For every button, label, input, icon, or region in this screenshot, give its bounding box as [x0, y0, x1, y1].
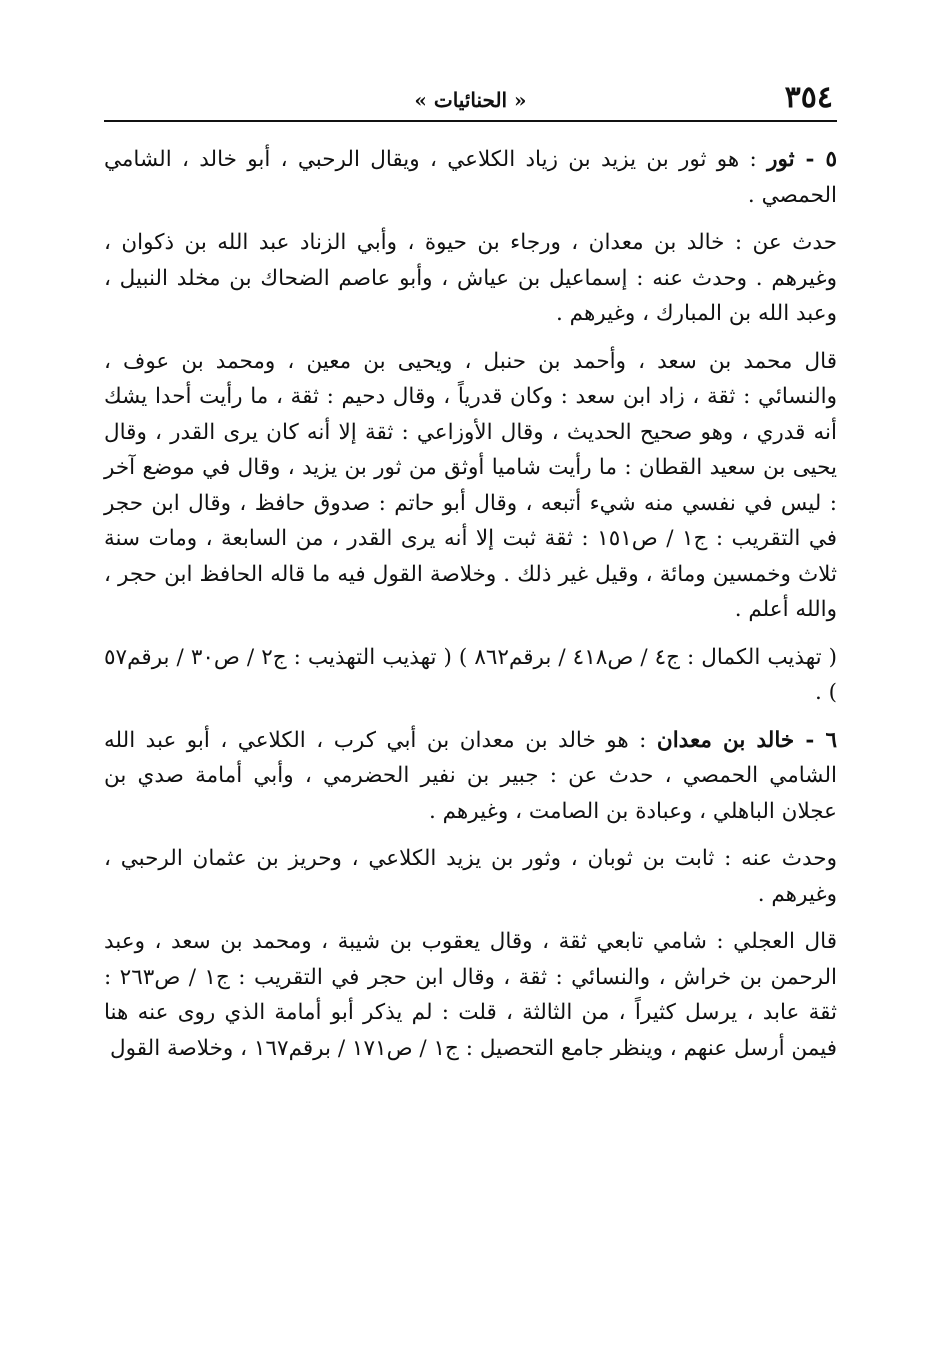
paragraph-text: قال محمد بن سعد ، وأحمد بن حنبل ، ويحيى بن معين ، ومحمد بن عوف ، والنسائي : ثقة ، زاد ابن سعد : وكان قدرياً ، وقال دحيم : ثقة ، ما رأيت أحدا يشك أنه قدري ، وهو صحيح الحديث ، وقال الأوزاعي : ثقة إلا أنه كان يرى القدر ، وقال يحيى بن سعيد القطان : ما رأيت شاميا أوثق من ثور بن يزيد ، وقال في موضع آخر : ليس في نفسي منه شيء أتبعه ، وقال أبو حاتم : صدوق حافظ ، وقال ابن حجر في التقريب : ج١ / ص١٥١ : ثقة ثبت إلا أنه يرى القدر ، من السابعة ، ومات سنة ثلاث وخمسين ومائة ، وقيل غير ذلك . وخلاصة القول فيه ما قاله الحافظ ابن حجر ، والله أعلم . [104, 348, 838, 622]
entry-number: ٦ - [794, 727, 837, 753]
paragraph-text: حدث عن : خالد بن معدان ، ورجاء بن حيوة ، وأبي الزناد عبد الله بن ذكوان ، وغيرهم . وحدث عنه : إسماعيل بن عياش ، وأبو عاصم الضحاك بن مخلد النبيل ، وعبد الله بن المبارك ، وغيرهم . [104, 230, 837, 326]
paragraph-narrators [104, 225, 837, 332]
page-number: ٣٥٤ [784, 80, 833, 115]
book-page [104, 78, 837, 1078]
paragraph-text: ( تهذيب الكمال : ج٤ / ص٤١٨ / برقم٨٦٢ ) ( تهذيب التهذيب : ج٢ / ص٣٠ / برقم٥٧ ) . [104, 644, 837, 705]
paragraph-text: : هو خالد بن معدان بن أبي كرب ، الكلاعي ، أبو عبد الله الشامي الحمصي ، حدث عن : جبير بن نفير الحضرمي ، وأبي أمامة صدي بن عجلان الباهلي ، وعبادة بن الصامت ، وغيرهم . [104, 727, 837, 824]
running-title: « الحنائيات » [414, 88, 527, 112]
paragraph-students [104, 841, 837, 912]
entry-name: خالد بن معدان [656, 727, 795, 753]
paragraph-entry-5 [104, 142, 837, 213]
entry-number: ٥ - [794, 147, 837, 172]
paragraph-assessment [104, 344, 837, 628]
entry-name: ثور [767, 147, 795, 172]
paragraph-entry-6 [104, 723, 837, 830]
paragraph-text: : هو ثور بن يزيد بن زياد الكلاعي ، ويقال الرحبي ، أبو خالد ، الشامي الحمصي . [104, 147, 837, 208]
paragraph-assessment-2 [104, 924, 837, 1066]
paragraph-text: قال العجلي : شامي تابعي ثقة ، وقال يعقوب بن شيبة ، ومحمد بن سعد ، وعبد الرحمن بن خراش ، والنسائي : ثقة ، وقال ابن حجر في التقريب : ج١ / ص٢٦٣ : ثقة عابد ، يرسل كثيراً ، من الثالثة ، قلت : لم يذكر أبو أمامة الذي روى عنه هنا فيمن أرسل عنهم ، وينظر جامع التحصيل : ج١ / ص١٧١ / برقم١٦٧ ، وخلاصة القول [104, 929, 837, 1061]
page-header [104, 78, 837, 122]
page-body [104, 122, 837, 1066]
paragraph-text: وحدث عنه : ثابت بن ثوبان ، وثور بن يزيد الكلاعي ، وحريز بن عثمان الرحبي ، وغيرهم . [104, 846, 837, 907]
paragraph-references [104, 640, 837, 711]
